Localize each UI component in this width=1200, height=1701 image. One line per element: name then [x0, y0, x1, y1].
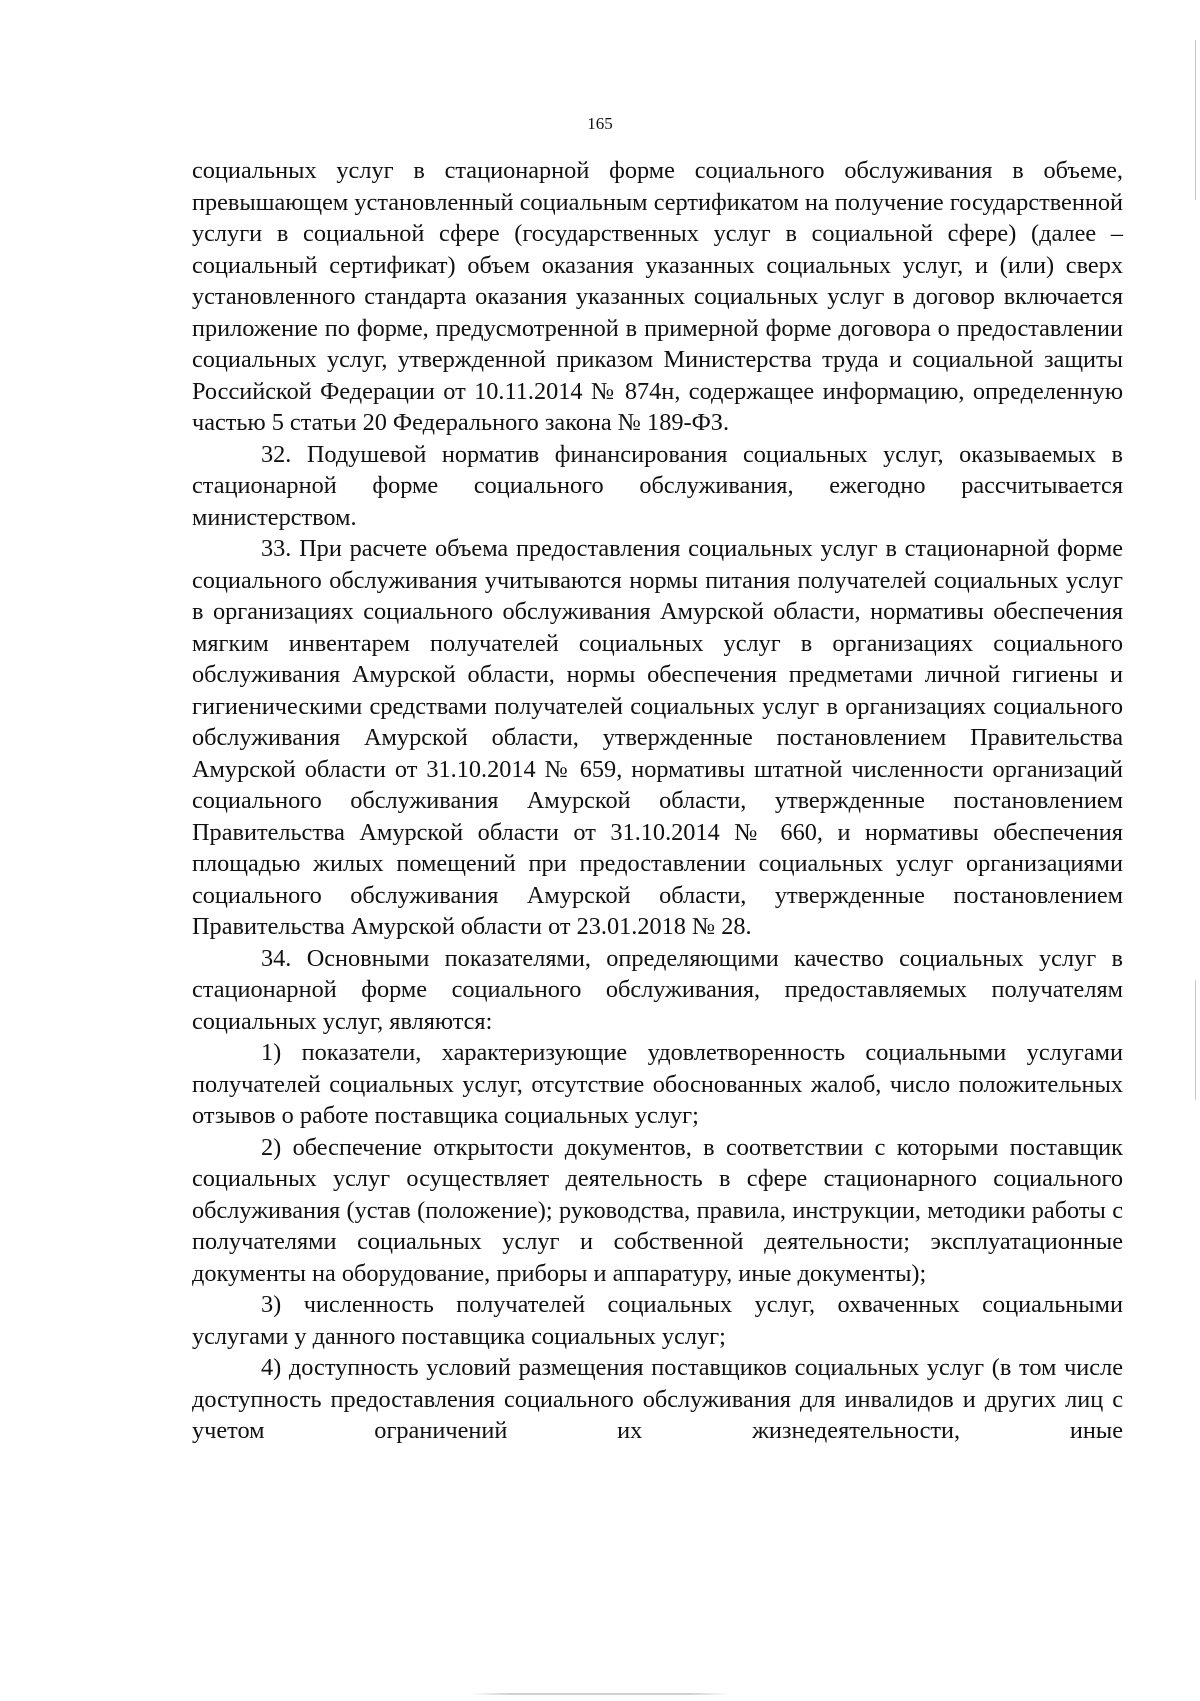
list-item-2: 2) обеспечение открытости документов, в соответствии с которыми поставщик социальных услуг осуществляет деятельность в сфере стационарного социального обслуживания (устав (положение); руководства, правила, инструкции, методики работы с получателями социальных услуг и собственной деятельности; эксплуатационные документы на оборудование, приборы и аппаратуру, иные документы);: [192, 1133, 1123, 1287]
paragraph-33: 33. При расчете объема предоставления социальных услуг в стационарной форме социального обслуживания учитываются нормы питания получателей социальных услуг в организациях социального обслуживания Амурской области, нормативы обеспечения мягким инвентарем получателей социальных услуг в организациях социального обслуживания Амурской области, нормы обеспечения предметами личной гигиены и гигиеническими средствами получателей социальных услуг в организациях социального обслуживания Амурской области, утвержденные постановлением Правительства Амурской области от 31.10.2014 № 659, нормативы штатной численности организаций социального обслуживания Амурской области, утвержденные постановлением Правительства Амурской области от 31.10.2014 № 660, и нормативы обеспечения площадью жилых помещений при предоставлении социальных услуг организациями социального обслуживания Амурской области, утвержденные постановлением Правительства Амурской области от 23.01.2018 № 28.: [192, 535, 1123, 940]
paragraph-continuation: социальных услуг в стационарной форме социального обслуживания в объеме, превышающем установленный социальным сертификатом на получение государственной услуги в социальной сфере (государственных услуг в социальной сфере) (далее – социальный сертификат) объем оказания указанных социальных услуг, и (или) сверх установленного стандарта оказания указанных социальных услуг в договор включается приложение по форме, предусмотренной в примерной форме договора о предоставлении социальных услуг, утвержденной приказом Министерства труда и социальной защиты Российской Федерации от 10.11.2014 № 874н, содержащее информацию, определенную частью 5 статьи 20 Федерального закона № 189-ФЗ.: [192, 157, 1123, 436]
paragraph-32: 32. Подушевой норматив финансирования социальных услуг, оказываемых в стационарной форме социального обслуживания, ежегодно рассчитывается министерством.: [192, 440, 1123, 531]
scan-edge-mark: [1195, 40, 1196, 200]
scan-edge-mark: [1195, 980, 1196, 1100]
list-item-3: 3) численность получателей социальных услуг, охваченных социальными услугами у данного поставщика социальных услуг;: [192, 1291, 1123, 1350]
scan-bottom-trace: [470, 1693, 730, 1695]
list-item-4: 4) доступность условий размещения поставщиков социальных услуг (в том числе доступность предоставления социального обслуживания для инвалидов и других лиц с учетом ограничений их жизнедеятельности, иные: [192, 1354, 1123, 1444]
document-body: [192, 155, 1123, 1447]
page-number: 165: [587, 114, 613, 133]
list-item-1: 1) показатели, характеризующие удовлетворенность социальными услугами получателей социальных услуг, отсутствие обоснованных жалоб, число положительных отзывов о работе поставщика социальных услуг;: [192, 1039, 1123, 1129]
paragraph-34: 34. Основными показателями, определяющими качество социальных услуг в стационарной форме социального обслуживания, предоставляемых получателям социальных услуг, являются:: [192, 944, 1123, 1035]
